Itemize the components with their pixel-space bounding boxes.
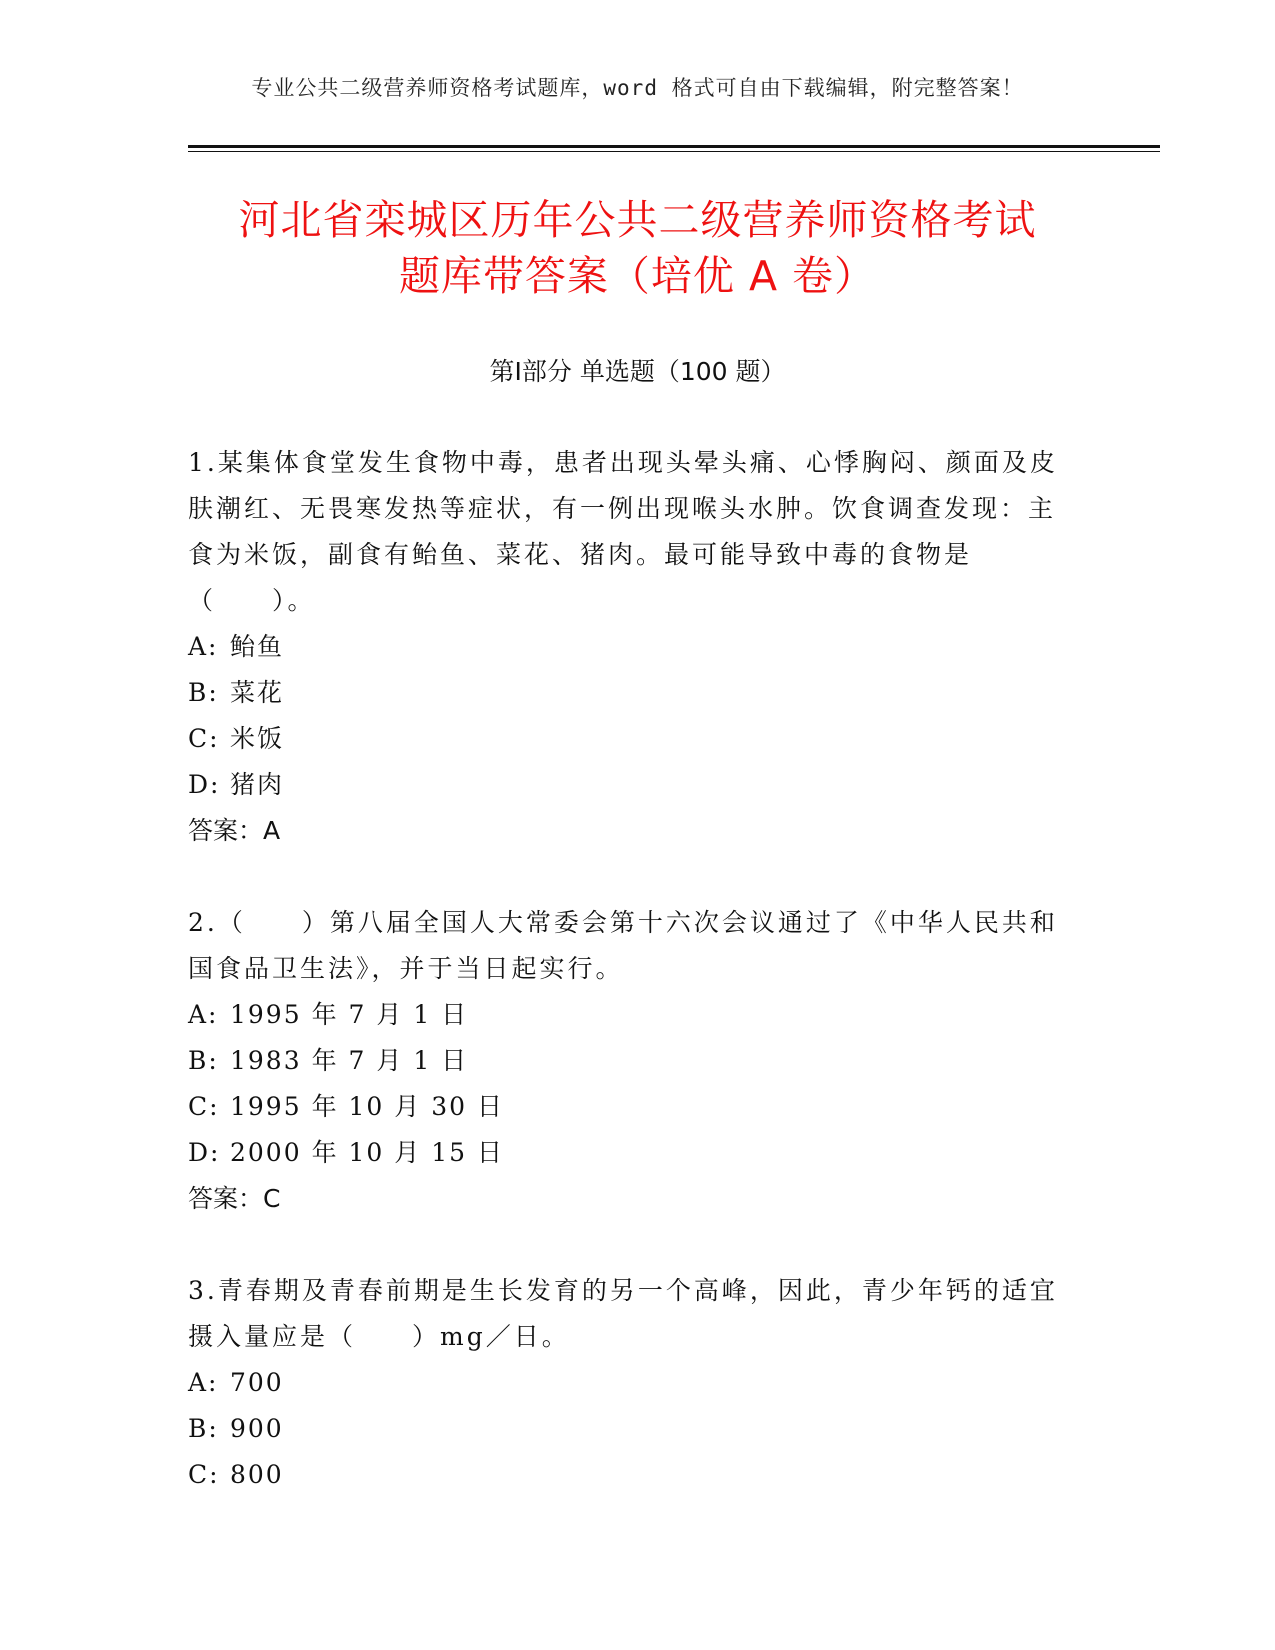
answer-line: 答案：C bbox=[188, 1184, 281, 1213]
option-d bbox=[188, 762, 1068, 808]
question-1 bbox=[188, 440, 1068, 854]
option-text: 1995 年 10 月 30 日 bbox=[230, 1092, 504, 1121]
option-text: 700 bbox=[230, 1368, 284, 1397]
option-text: 800 bbox=[230, 1460, 284, 1489]
option-letter: B: bbox=[188, 1414, 219, 1443]
option-text: 900 bbox=[230, 1414, 284, 1443]
document-title-line-1: 河北省栾城区历年公共二级营养师资格考试 bbox=[238, 196, 1037, 244]
option-text: 菜花 bbox=[230, 678, 285, 707]
option-letter: A: bbox=[188, 1000, 219, 1029]
option-b bbox=[188, 1406, 1068, 1452]
question-3 bbox=[188, 1268, 1068, 1498]
option-text: 鲐鱼 bbox=[230, 632, 285, 661]
option-text: 1983 年 7 月 1 日 bbox=[230, 1046, 469, 1075]
header-divider-thin bbox=[188, 151, 1160, 152]
option-letter: C: bbox=[188, 1460, 220, 1489]
option-text: 2000 年 10 月 15 日 bbox=[230, 1138, 504, 1167]
option-text: 1995 年 7 月 1 日 bbox=[230, 1000, 469, 1029]
question-stem: 3.青春期及青春前期是生长发育的另一个高峰，因此，青少年钙的适宜摄入量应是（ ）mg／日。 bbox=[188, 1276, 1058, 1351]
option-letter: D: bbox=[188, 770, 221, 799]
section-heading: 第Ⅰ部分 单选题（100 题） bbox=[489, 357, 786, 386]
option-letter: B: bbox=[188, 678, 219, 707]
option-c bbox=[188, 1452, 1068, 1498]
option-a bbox=[188, 992, 1068, 1038]
option-d bbox=[188, 1130, 1068, 1176]
option-letter: C: bbox=[188, 724, 220, 753]
question-stem: 2.（ ）第八届全国人大常委会第十六次会议通过了《中华人民共和国食品卫生法》，并于当日起实行。 bbox=[188, 908, 1058, 983]
option-c bbox=[188, 716, 1068, 762]
option-b bbox=[188, 670, 1068, 716]
question-2 bbox=[188, 900, 1068, 1222]
option-letter: B: bbox=[188, 1046, 219, 1075]
page-header: 专业公共二级营养师资格考试题库，word 格式可自由下载编辑，附完整答案！ bbox=[251, 76, 1024, 100]
option-text: 米饭 bbox=[230, 724, 285, 753]
option-text: 猪肉 bbox=[230, 770, 285, 799]
option-a bbox=[188, 1360, 1068, 1406]
question-stem: 1.某集体食堂发生食物中毒，患者出现头晕头痛、心悸胸闷、颜面及皮肤潮红、无畏寒发热等症状，有一例出现喉头水肿。饮食调查发现：主食为米饭，副食有鲐鱼、菜花、猪肉。最可能导致中毒的食物是（ ）。 bbox=[188, 448, 1058, 615]
answer-line: 答案：A bbox=[188, 816, 281, 845]
option-c bbox=[188, 1084, 1068, 1130]
question-list bbox=[188, 440, 1068, 1544]
option-letter: A: bbox=[188, 1368, 219, 1397]
document-title bbox=[140, 192, 1135, 304]
document-title-line-2: 题库带答案（培优 A 卷） bbox=[398, 252, 877, 300]
option-letter: A: bbox=[188, 632, 219, 661]
header-divider-thick bbox=[188, 145, 1160, 148]
option-letter: D: bbox=[188, 1138, 221, 1167]
option-b bbox=[188, 1038, 1068, 1084]
option-a bbox=[188, 624, 1068, 670]
option-letter: C: bbox=[188, 1092, 220, 1121]
